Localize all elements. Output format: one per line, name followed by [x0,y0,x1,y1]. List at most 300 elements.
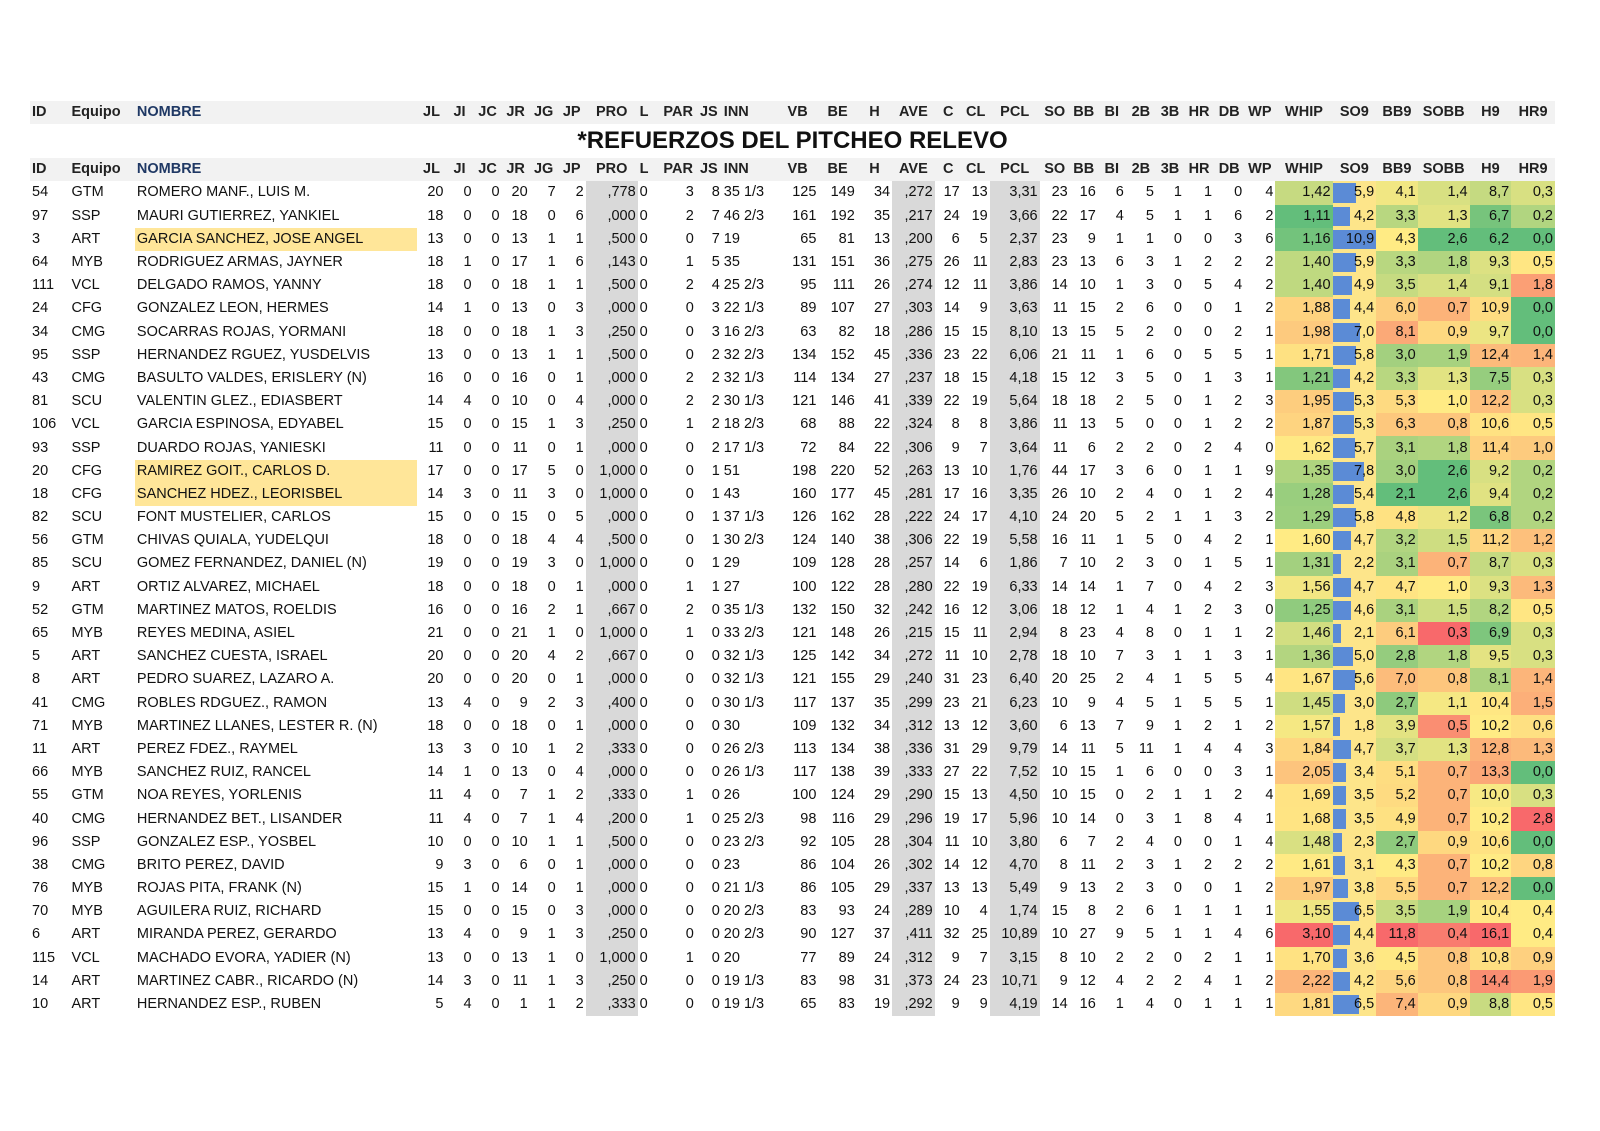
cell-bb9: 4,7 [1376,576,1418,599]
cell-equipo: ART [71,671,101,688]
cell-h: 34 [873,717,891,734]
cell-db: 3 [1234,601,1243,618]
cell-inn: 23 2/3 [723,833,765,850]
cell-h: 39 [873,764,891,781]
cell-pcl: 3,80 [990,831,1040,854]
so9-data-bar [1333,369,1350,388]
cell-equipo: ART [71,578,101,595]
cell-wp: 1 [1265,323,1274,340]
cell-bb9: 5,2 [1376,784,1418,807]
cell-pcl: 4,18 [990,367,1040,390]
cell-hr: 1 [1204,996,1213,1013]
cell-inn: 20 2/3 [723,903,765,920]
cell-pcl: 6,06 [990,344,1040,367]
cell-whip: 3,10 [1275,923,1332,946]
cell-c: 17 [943,485,960,502]
column-header-pcl: PCL [990,101,1040,124]
cell-hr: 1 [1204,207,1213,224]
cell-c: 16 [943,601,960,618]
cell-equipo: VCL [71,949,100,966]
cell-whip: 1,55 [1275,900,1332,923]
cell-so9 [1333,877,1377,900]
cell-cl: 7 [979,439,988,456]
cell-c: 15 [943,323,960,340]
so9-value: 5,4 [1353,485,1375,502]
cell-jl: 14 [427,393,444,410]
cell-cl: 22 [971,346,988,363]
cell-inn: 37 1/3 [723,509,765,526]
column-header-l: L [638,101,661,124]
cell-be: 107 [830,300,855,317]
cell-whip: 2,05 [1275,761,1332,784]
cell-2b: 6 [1145,764,1154,781]
cell-pro: ,333 [586,784,638,807]
cell-sobb: 0,7 [1418,552,1470,575]
column-header-jg: JG [530,101,558,124]
cell-jr: 7 [519,810,528,827]
cell-hr: 5 [1204,694,1213,711]
cell-l: 0 [639,671,648,688]
cell-jc: 0 [491,184,500,201]
table-row [30,228,1555,251]
cell-nombre: GONZALEZ LEON, HERMES [136,300,329,317]
column-header-hr: HR [1184,101,1214,124]
so9-value: 4,7 [1353,578,1375,595]
cell-db: 1 [1234,625,1243,642]
cell-hr: 1 [1204,416,1213,433]
cell-nombre: VALENTIN GLEZ., EDIASBERT [136,393,343,410]
cell-be: 142 [830,648,855,665]
cell-db: 1 [1234,462,1243,479]
so9-value: 3,5 [1353,810,1375,827]
table-row [30,622,1555,645]
cell-par: 0 [685,648,694,665]
cell-so9 [1333,738,1377,761]
cell-id: 65 [32,625,49,642]
cell-3b: 0 [1173,462,1182,479]
cell-c: 15 [943,625,960,642]
cell-pcl: 2,83 [990,251,1040,274]
cell-wp: 2 [1265,416,1274,433]
cell-nombre: ROBLES RDGUEZ., RAMON [136,694,328,711]
cell-whip: 1,16 [1275,228,1332,251]
cell-so9 [1333,599,1377,622]
cell-3b: 0 [1173,485,1182,502]
cell-cl: 13 [971,787,988,804]
cell-be: 116 [831,810,855,827]
cell-l: 0 [639,277,648,294]
cell-db: 3 [1234,369,1243,386]
cell-2b: 2 [1145,787,1154,804]
cell-h: 28 [873,509,891,526]
cell-h: 24 [873,903,891,920]
cell-c: 27 [943,764,960,781]
cell-wp: 4 [1265,184,1274,201]
cell-vb: 83 [800,972,817,989]
cell-h9: 9,5 [1470,645,1512,668]
so9-value: 5,0 [1353,648,1375,665]
cell-jc: 0 [491,949,500,966]
cell-hr9: 0,2 [1511,483,1555,506]
cell-pcl: 1,76 [990,460,1040,483]
cell-inn: 30 1/3 [723,393,765,410]
cell-jg: 1 [547,949,556,966]
cell-2b: 7 [1145,578,1154,595]
cell-vb: 126 [792,509,817,526]
column-header-whip: WHIP [1275,101,1332,124]
cell-2b: 6 [1145,462,1154,479]
column-header-equipo: Equipo [69,158,134,181]
cell-pcl: 4,19 [990,993,1040,1016]
cell-3b: 0 [1173,439,1182,456]
so9-value: 2,2 [1353,555,1375,572]
cell-jp: 3 [575,300,584,317]
cell-so: 22 [1051,207,1068,224]
cell-bb9: 3,2 [1376,529,1418,552]
cell-l: 0 [639,787,648,804]
cell-pcl: 2,94 [990,622,1040,645]
cell-equipo: CMG [71,323,106,340]
cell-pro: ,000 [586,436,638,459]
so9-value: 7,8 [1353,462,1375,479]
cell-js: 0 [711,787,720,804]
column-header-jc: JC [474,158,502,181]
column-header-3b: 3B [1156,158,1184,181]
cell-js: 1 [711,578,720,595]
cell-cl: 22 [971,764,988,781]
cell-jg: 0 [547,671,556,688]
cell-par: 0 [685,833,694,850]
cell-id: 54 [32,184,49,201]
cell-cl: 19 [971,578,988,595]
cell-hr: 0 [1204,323,1213,340]
cell-bb: 18 [1079,393,1096,410]
cell-hr9: 0,0 [1511,761,1555,784]
cell-jr: 20 [511,671,528,688]
cell-jr: 13 [511,230,528,247]
cell-jl: 15 [427,509,444,526]
so9-value: 4,2 [1353,207,1375,224]
cell-h: 26 [873,625,891,642]
cell-nombre: PEDRO SUAREZ, LAZARO A. [136,671,335,688]
cell-cl: 12 [971,601,988,618]
cell-ji: 0 [463,717,472,734]
cell-bi: 5 [1115,740,1124,757]
cell-bb: 20 [1079,509,1096,526]
cell-bb: 10 [1079,277,1096,294]
cell-ji: 1 [463,300,472,317]
table-row [30,413,1555,436]
cell-so9 [1333,645,1377,668]
cell-ji: 1 [463,254,472,271]
cell-ji: 0 [463,949,472,966]
so9-value: 3,5 [1353,787,1375,804]
cell-nombre: HERNANDEZ BET., LISANDER [136,810,343,827]
cell-id: 66 [32,764,49,781]
cell-l: 0 [639,833,648,850]
cell-inn: 19 1/3 [723,996,765,1013]
cell-pro: ,000 [586,506,638,529]
cell-so9 [1333,622,1377,645]
cell-whip: 1,88 [1275,297,1332,320]
so9-data-bar [1333,276,1353,295]
cell-par: 0 [685,509,694,526]
cell-nombre: SOCARRAS ROJAS, YORMANI [136,323,347,340]
cell-js: 0 [711,740,720,757]
column-header-c: C [935,101,962,124]
cell-par: 2 [685,369,694,386]
cell-so: 18 [1051,393,1068,410]
cell-jp: 1 [575,833,584,850]
column-header-cl: CL [962,158,990,181]
cell-jg: 5 [547,462,556,479]
so9-data-bar [1333,972,1350,991]
cell-c: 10 [943,903,960,920]
cell-vb: 89 [800,300,817,317]
cell-jp: 1 [575,369,584,386]
cell-jl: 13 [427,230,444,247]
so9-data-bar [1333,717,1340,736]
cell-cl: 15 [971,323,988,340]
cell-js: 0 [711,694,720,711]
cell-jl: 14 [427,485,444,502]
so9-data-bar [1333,949,1347,968]
cell-ave: ,290 [892,784,935,807]
cell-bb: 15 [1079,787,1096,804]
cell-jg: 3 [547,555,556,572]
cell-equipo: ART [71,926,101,943]
column-header-pcl: PCL [990,158,1040,181]
cell-3b: 1 [1173,717,1182,734]
cell-2b: 3 [1145,555,1154,572]
so9-value: 4,4 [1353,300,1375,317]
cell-so9 [1333,483,1377,506]
so9-value: 5,3 [1353,416,1375,433]
cell-vb: 86 [800,880,817,897]
cell-2b: 11 [1138,740,1154,757]
cell-h: 27 [873,369,891,386]
cell-inn: 46 2/3 [723,207,765,224]
cell-pro: ,500 [586,228,638,251]
cell-jc: 0 [491,787,500,804]
cell-ji: 0 [463,323,472,340]
cell-so9 [1333,552,1377,575]
cell-db: 2 [1234,323,1243,340]
cell-ji: 0 [463,439,472,456]
cell-bb9: 3,0 [1376,460,1418,483]
cell-jl: 5 [435,996,444,1013]
cell-jc: 0 [491,972,500,989]
cell-js: 2 [711,369,720,386]
cell-jg: 1 [547,416,556,433]
cell-db: 1 [1234,833,1243,850]
cell-equipo: SCU [71,509,103,526]
cell-js: 5 [711,254,720,271]
cell-c: 11 [944,648,960,665]
cell-bb9: 3,1 [1376,599,1418,622]
cell-bb9: 5,1 [1376,761,1418,784]
cell-h: 22 [873,416,891,433]
cell-jl: 11 [428,810,444,827]
cell-id: 8 [32,671,41,688]
cell-ave: ,337 [892,877,935,900]
cell-3b: 1 [1173,926,1182,943]
cell-bb: 15 [1079,764,1096,781]
cell-2b: 5 [1145,694,1154,711]
cell-ave: ,242 [892,599,935,622]
cell-par: 0 [685,462,694,479]
cell-id: 106 [32,416,57,433]
cell-h: 38 [873,532,891,549]
so9-data-bar [1333,485,1355,504]
cell-h: 35 [873,207,891,224]
cell-c: 17 [943,184,960,201]
cell-hr9: 0,4 [1511,923,1555,946]
cell-h: 29 [873,671,891,688]
cell-jc: 0 [491,277,500,294]
column-header-l: L [638,158,661,181]
cell-par: 3 [685,184,694,201]
cell-js: 1 [711,462,720,479]
so9-value: 3,1 [1353,856,1375,873]
cell-vb: 161 [792,207,817,224]
cell-jr: 9 [519,926,528,943]
cell-hr: 0 [1204,230,1213,247]
cell-inn: 30 [723,717,740,734]
cell-jl: 14 [427,764,444,781]
cell-vb: 124 [792,532,817,549]
cell-so9 [1333,576,1377,599]
cell-hr9: 1,9 [1511,970,1555,993]
cell-bb: 14 [1079,578,1096,595]
cell-wp: 4 [1265,485,1274,502]
cell-sobb: 2,6 [1418,460,1470,483]
cell-jg: 0 [547,764,556,781]
cell-inn: 29 [723,555,740,572]
cell-jp: 1 [575,717,584,734]
cell-h9: 8,7 [1470,552,1512,575]
cell-ave: ,274 [892,274,935,297]
cell-be: 146 [830,393,855,410]
cell-ave: ,411 [892,923,935,946]
cell-equipo: SSP [71,833,101,850]
cell-bb9: 4,5 [1376,947,1418,970]
cell-jg: 0 [547,369,556,386]
cell-so: 8 [1059,856,1068,873]
cell-whip: 1,62 [1275,436,1332,459]
so9-value: 3,4 [1353,764,1375,781]
cell-bb: 15 [1079,300,1096,317]
cell-hr: 1 [1204,393,1213,410]
so9-value: 5,6 [1353,671,1375,688]
cell-inn: 32 1/3 [723,671,765,688]
cell-ave: ,299 [892,692,935,715]
cell-so9 [1333,297,1377,320]
cell-db: 3 [1234,764,1243,781]
cell-l: 0 [639,254,648,271]
cell-bi: 4 [1115,694,1124,711]
cell-hr: 2 [1204,439,1213,456]
cell-equipo: ART [71,740,101,757]
cell-whip: 1,67 [1275,668,1332,691]
so9-value: 3,0 [1353,694,1375,711]
cell-jg: 1 [547,346,556,363]
cell-hr: 1 [1204,369,1213,386]
cell-js: 3 [711,300,720,317]
cell-bi: 2 [1115,880,1124,897]
cell-js: 0 [711,926,720,943]
cell-cl: 19 [971,393,988,410]
cell-whip: 1,97 [1275,877,1332,900]
cell-jg: 1 [547,810,556,827]
cell-pro: 1,000 [586,622,638,645]
so9-data-bar [1333,624,1341,643]
cell-par: 0 [685,764,694,781]
cell-bb: 13 [1079,416,1096,433]
cell-ji: 0 [463,532,472,549]
cell-db: 5 [1234,671,1243,688]
cell-3b: 1 [1173,207,1182,224]
cell-be: 134 [830,369,855,386]
cell-pro: ,500 [586,344,638,367]
table-row [30,251,1555,274]
cell-ji: 3 [463,972,472,989]
cell-sobb: 0,7 [1418,877,1470,900]
cell-nombre: NOA REYES, YORLENIS [136,787,302,804]
cell-pro: ,000 [586,877,638,900]
cell-pcl: 3,06 [990,599,1040,622]
cell-l: 0 [639,393,648,410]
column-header-h9: H9 [1470,158,1512,181]
cell-h9: 8,2 [1470,599,1512,622]
cell-3b: 0 [1173,323,1182,340]
cell-2b: 6 [1145,300,1154,317]
cell-bi: 2 [1115,439,1124,456]
cell-jg: 1 [547,740,556,757]
cell-jc: 0 [491,230,500,247]
so9-data-bar [1333,809,1347,828]
cell-vb: 132 [792,601,817,618]
cell-3b: 0 [1173,393,1182,410]
cell-id: 11 [32,740,48,757]
cell-ji: 0 [463,207,472,224]
cell-ji: 0 [463,625,472,642]
cell-so: 26 [1051,485,1068,502]
cell-par: 0 [685,694,694,711]
cell-so: 8 [1059,625,1068,642]
cell-be: 93 [838,903,855,920]
cell-ave: ,263 [892,460,935,483]
cell-id: 64 [32,254,49,271]
cell-ji: 1 [463,764,472,781]
cell-pro: ,000 [586,205,638,228]
cell-jr: 13 [511,764,528,781]
cell-ji: 3 [463,740,472,757]
cell-bb: 16 [1079,996,1096,1013]
cell-ji: 0 [463,416,472,433]
cell-bb: 25 [1079,671,1096,688]
cell-vb: 72 [800,439,817,456]
cell-pro: ,250 [586,321,638,344]
cell-jr: 13 [511,346,528,363]
cell-pro: 1,000 [586,483,638,506]
cell-pro: ,500 [586,831,638,854]
cell-bb9: 3,1 [1376,436,1418,459]
cell-db: 3 [1234,230,1243,247]
cell-cl: 13 [971,880,988,897]
cell-par: 0 [685,671,694,688]
cell-so: 23 [1051,254,1068,271]
